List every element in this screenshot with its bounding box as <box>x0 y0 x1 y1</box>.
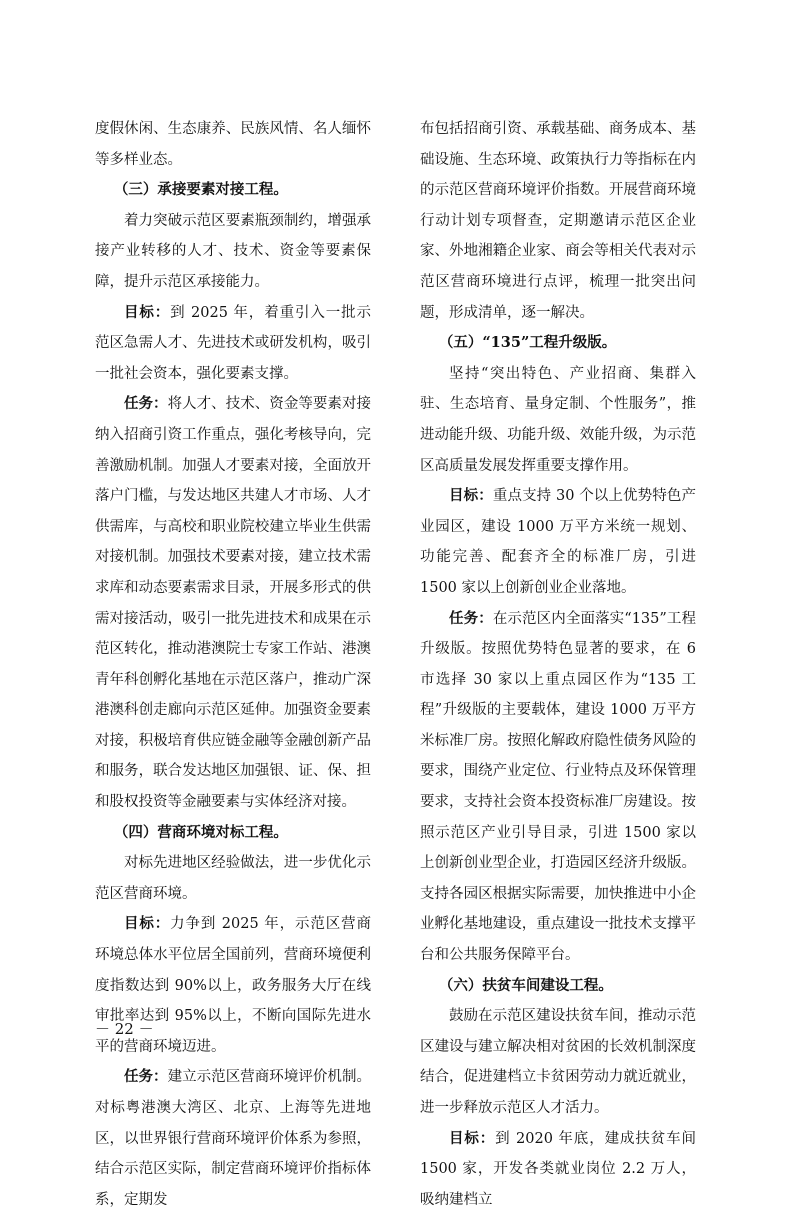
left-column <box>95 114 371 1215</box>
paragraph-text: 重点支持 30 个以上优势特色产业园区，建设 1000 万平方米统一规划、功能完善、配套齐全的标准厂房，引进 1500 家以上创新创业企业落地。 <box>420 488 696 596</box>
labeled-paragraph <box>95 298 371 390</box>
labeled-paragraph <box>420 481 696 603</box>
paragraph-label: 任务： <box>124 395 168 413</box>
labeled-paragraph <box>95 389 371 817</box>
paragraph-text: 到 2025 年，着重引入一批示范区急需人才、先进技术或研发机构，吸引一批社会资本，强化要素支撑。 <box>95 304 371 382</box>
paragraph: 着力突破示范区要素瓶颈制约，增强承接产业转移的人才、技术、资金等要素保障，提升示范区承接能力。 <box>95 212 371 290</box>
section-heading: （五）“135”工程升级版。 <box>438 334 617 352</box>
paragraph-label: 目标： <box>124 915 171 933</box>
labeled-paragraph <box>95 909 371 1062</box>
section-heading: （三）承接要素对接工程。 <box>113 181 288 199</box>
continued-paragraph: 度假休闲、生态康养、民族风情、名人缅怀等多样业态。 <box>95 121 371 168</box>
paragraph-text: 将人才、技术、资金等要素对接纳入招商引资工作重点，强化考核导向，完善激励机制。加强人才要素对接，全面放开落户门槛，与发达地区共建人才市场、人才供需库，与高校和职业院校建立毕业生供需对接机制。加强技术要素对接，建立技术需求库和动态要素需求目录，开展多形式的供需对接活动，吸引一批先进技术和成果在示范区转化，推动港澳院士专家工作站、港澳青年科创孵化基地在示范区落户，推动广深港澳科创走廊向示范区延伸。加强资金要素对接，积极培育供应链金融等金融创新产品和服务，联合发达地区加强银、证、保、担和股权投资等金融要素与实体经济对接。 <box>95 396 371 811</box>
page-number: － 22 － <box>95 1020 154 1038</box>
paragraph-label: 目标： <box>449 487 493 505</box>
paragraph-text: 建立示范区营商环境评价机制。对标粤港澳大湾区、北京、上海等先进地区，以世界银行营商环境评价体系为参照，结合示范区实际，制定营商环境评价指标体系，定期发 <box>95 1069 371 1208</box>
paragraph: 坚持“突出特色、产业招商、集群入驻、生态培育、量身定制、个性服务”，推进动能升级、功能升级、效能升级，为示范区高质量发展发挥重要支撑作用。 <box>420 365 696 474</box>
paragraph-text: 到 2020 年底，建成扶贫车间 1500 家，开发各类就业岗位 2.2 万人，吸纳建档立 <box>420 1130 696 1208</box>
paragraph-label: 任务： <box>124 1068 168 1086</box>
labeled-paragraph <box>420 604 696 971</box>
labeled-paragraph <box>95 1062 371 1215</box>
continued-paragraph: 布包括招商引资、承载基础、商务成本、基础设施、生态环境、政策执行力等指标在内的示范区营商环境评价指数。开展营商环境行动计划专项督查，定期邀请示范区企业家、外地湘籍企业家、商会等相关代表对示范区营商环境进行点评，梳理一批突出问题，形成清单，逐一解决。 <box>420 121 696 321</box>
paragraph-label: 任务： <box>449 609 493 627</box>
paragraph-label: 目标： <box>449 1129 496 1147</box>
paragraph-label: 目标： <box>124 303 171 321</box>
paragraph: 对标先进地区经验做法，进一步优化示范区营商环境。 <box>95 855 371 902</box>
paragraph: 鼓励在示范区建设扶贫车间，推动示范区建设与建立解决相对贫困的长效机制深度结合，促进建档立卡贫困劳动力就近就业，进一步释放示范区人才活力。 <box>420 1008 696 1116</box>
labeled-paragraph <box>420 1124 696 1215</box>
paragraph-text: 力争到 2025 年，示范区营商环境总体水平位居全国前列，营商环境便利度指数达到 90%以上，政务服务大厅在线审批率达到 95%以上，不断向国际先进水平的营商环境迈进。 <box>95 916 371 1055</box>
right-column <box>420 114 696 1215</box>
section-heading: （四）营商环境对标工程。 <box>113 823 288 841</box>
paragraph-text: 在示范区内全面落实“135”工程升级版。按照优势特色显著的要求，在 6 市选择 30 家以上重点园区作为“135 工程”升级版的主要载体，建设 1000 万平方米标准厂房。按照化解政府隐性债务风险的要求，围绕产业定位、行业特点及环保管理要求，支持社会资本投资标准厂房建设。按照示范区产业引导目录，引进 1500 家以上创新创业型企业，打造园区经济升级版。支持各园区根据实际需要，加快推进中小企业孵化基地建设，重点建设一批技术支撑平台和公共服务保障平台。 <box>420 610 696 964</box>
section-heading: （六）扶贫车间建设工程。 <box>438 976 613 994</box>
